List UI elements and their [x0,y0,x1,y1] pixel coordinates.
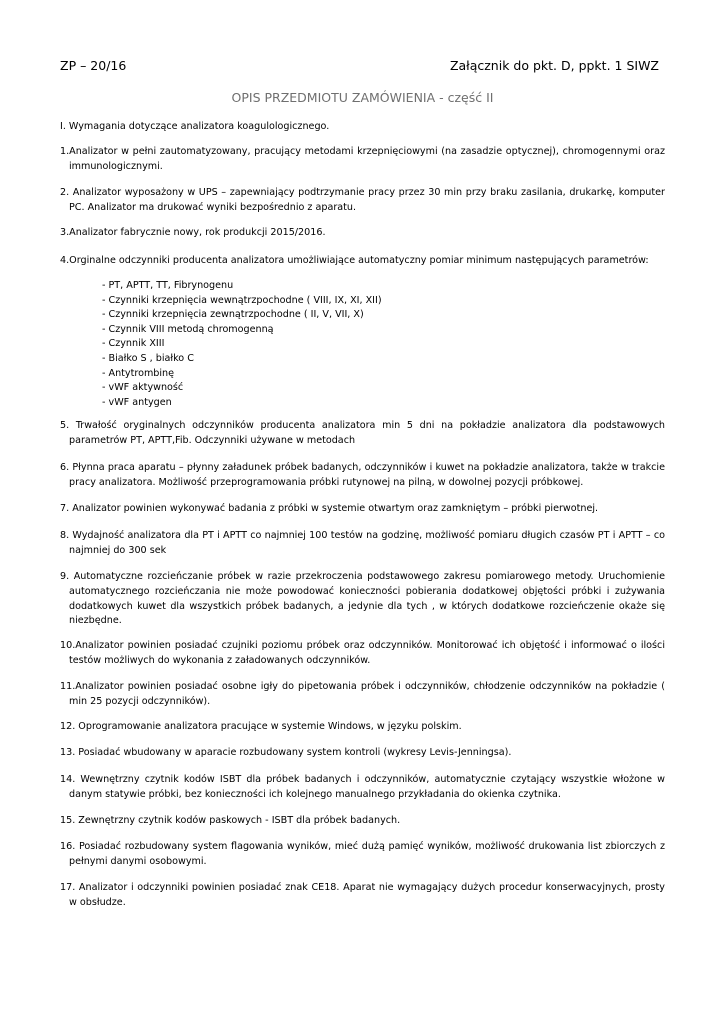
requirement-text: 4.Orginalne odczynniki producenta analizatora umożliwiające automatyczny pomiar minimum następujących parametrów: [60,255,649,266]
document-reference: ZP – 20/16 [60,58,127,73]
requirement-8 [60,529,665,559]
requirement-text: 10.Analizator powinien posiadać czujniki poziomu próbek oraz odczynników. Monitorować ich objętość i informować o ilości testów możliwych do wykonania z załadowanych odczynników. [60,640,665,666]
requirement-text: 3.Analizator fabrycznie nowy, rok produkcji 2015/2016. [60,227,326,238]
parameter-item: - Czynniki krzepnięcia wewnątrzpochodne ( VIII, IX, XI, XII) [102,294,382,306]
requirement-text: 1.Analizator w pełni zautomatyzowany, pracujący metodami krzepnięciowymi (na zasadzie optycznej), chromogennymi oraz immunologicznymi. [60,146,665,172]
requirement-5 [60,419,665,449]
requirement-3 [60,226,665,241]
parameter-item: - vWF antygen [102,396,172,408]
requirement-17 [60,881,665,911]
requirement-11 [60,680,665,710]
requirement-text: 7. Analizator powinien wykonywać badania z próbki w systemie otwartym oraz zamkniętym – próbki pierwotnej. [60,503,599,514]
requirement-text: 17. Analizator i odczynniki powinien posiadać znak CE18. Aparat nie wymagający dużych procedur konserwacyjnych, prosty w obsłudze. [60,882,665,908]
requirement-9 [60,570,665,629]
requirement-6 [60,461,665,491]
parameter-list [102,279,382,410]
parameter-item: - Białko S , białko C [102,352,194,364]
requirement-1 [60,145,665,175]
requirement-text: 15. Zewnętrzny czytnik kodów paskowych - ISBT dla próbek badanych. [60,815,401,826]
requirement-text: 11.Analizator powinien posiadać osobne igły do pipetowania próbek i odczynników, chłodzenie odczynników na pokładzie ( min 25 pozycji odczynników). [60,681,665,707]
parameter-item: - Czynnik XIII [102,338,165,350]
requirement-text: 14. Wewnętrzny czytnik kodów ISBT dla próbek badanych i odczynników, automatycznie czytający wszystkie włożone w danym statywie próbki, bez konieczności ich kolejnego manualnego przykładania do okienka czytnika. [60,774,665,800]
page-title: OPIS PRZEDMIOTU ZAMÓWIENIA - część II [231,90,494,105]
requirement-text: 9. Automatyczne rozcieńczanie próbek w razie przekroczenia podstawowego zakresu pomiarowego metody. Uruchomienie automatycznego rozcieńczania nie może powodować konieczności pobierania dodatkowej objętości próbki i zużywania dodatkowych kuwet dla wszystkich próbek badanych, a jedynie dla tych , w których dodatkowe rozcieńczenie okaże się niezbędne. [60,571,665,627]
requirement-14 [60,773,665,803]
parameter-item: - vWF aktywność [102,382,184,394]
requirement-12 [60,720,665,735]
requirement-text: 13. Posiadać wbudowany w aparacie rozbudowany system kontroli (wykresy Levis-Jenningsa). [60,747,512,758]
requirement-13 [60,746,665,761]
requirement-2 [60,186,665,216]
requirement-text: 8. Wydajność analizatora dla PT i APTT co najmniej 100 testów na godzinę, możliwość pomiaru długich czasów PT i APTT – co najmniej do 300 sek [60,530,665,556]
section-heading: I. Wymagania dotyczące analizatora koagulologicznego. [60,121,330,132]
parameter-item: - Czynniki krzepnięcia zewnątrzpochodne ( II, V, VII, X) [102,309,364,321]
requirement-text: 12. Oprogramowanie analizatora pracujące w systemie Windows, w języku polskim. [60,721,462,732]
requirement-4 [60,254,665,269]
parameter-item: - PT, APTT, TT, Fibrynogenu [102,280,234,291]
requirement-7 [60,502,665,517]
parameter-item: - Czynnik VIII metodą chromogenną [102,323,274,335]
attachment-label: Załącznik do pkt. D, ppkt. 1 SIWZ [449,58,659,73]
requirement-text: 16. Posiadać rozbudowany system flagowania wyników, mieć dużą pamięć wyników, możliwość drukowania list zbiorczych z pełnymi danymi osobowymi. [60,841,665,867]
requirement-text: 6. Płynna praca aparatu – płynny załadunek próbek badanych, odczynników i kuwet na pokładzie analizatora, także w trakcie pracy analizatora. Możliwość przeprogramowania próbki rutynowej na pilną, w dowolnej pozycji próbkowej. [60,462,665,488]
requirement-15 [60,814,665,829]
parameter-item: - Antytrombinę [102,367,175,379]
requirement-16 [60,840,665,870]
requirement-10 [60,639,665,669]
requirement-text: 2. Analizator wyposażony w UPS – zapewniający podtrzymanie pracy przez 30 min przy braku zasilania, drukarkę, komputer PC. Analizator ma drukować wyniki bezpośrednio z aparatu. [60,187,665,213]
requirement-text: 5. Trwałość oryginalnych odczynników producenta analizatora min 5 dni na pokładzie analizatora dla podstawowych parametrów PT, APTT,Fib. Odczynniki używane w metodach [60,420,665,446]
